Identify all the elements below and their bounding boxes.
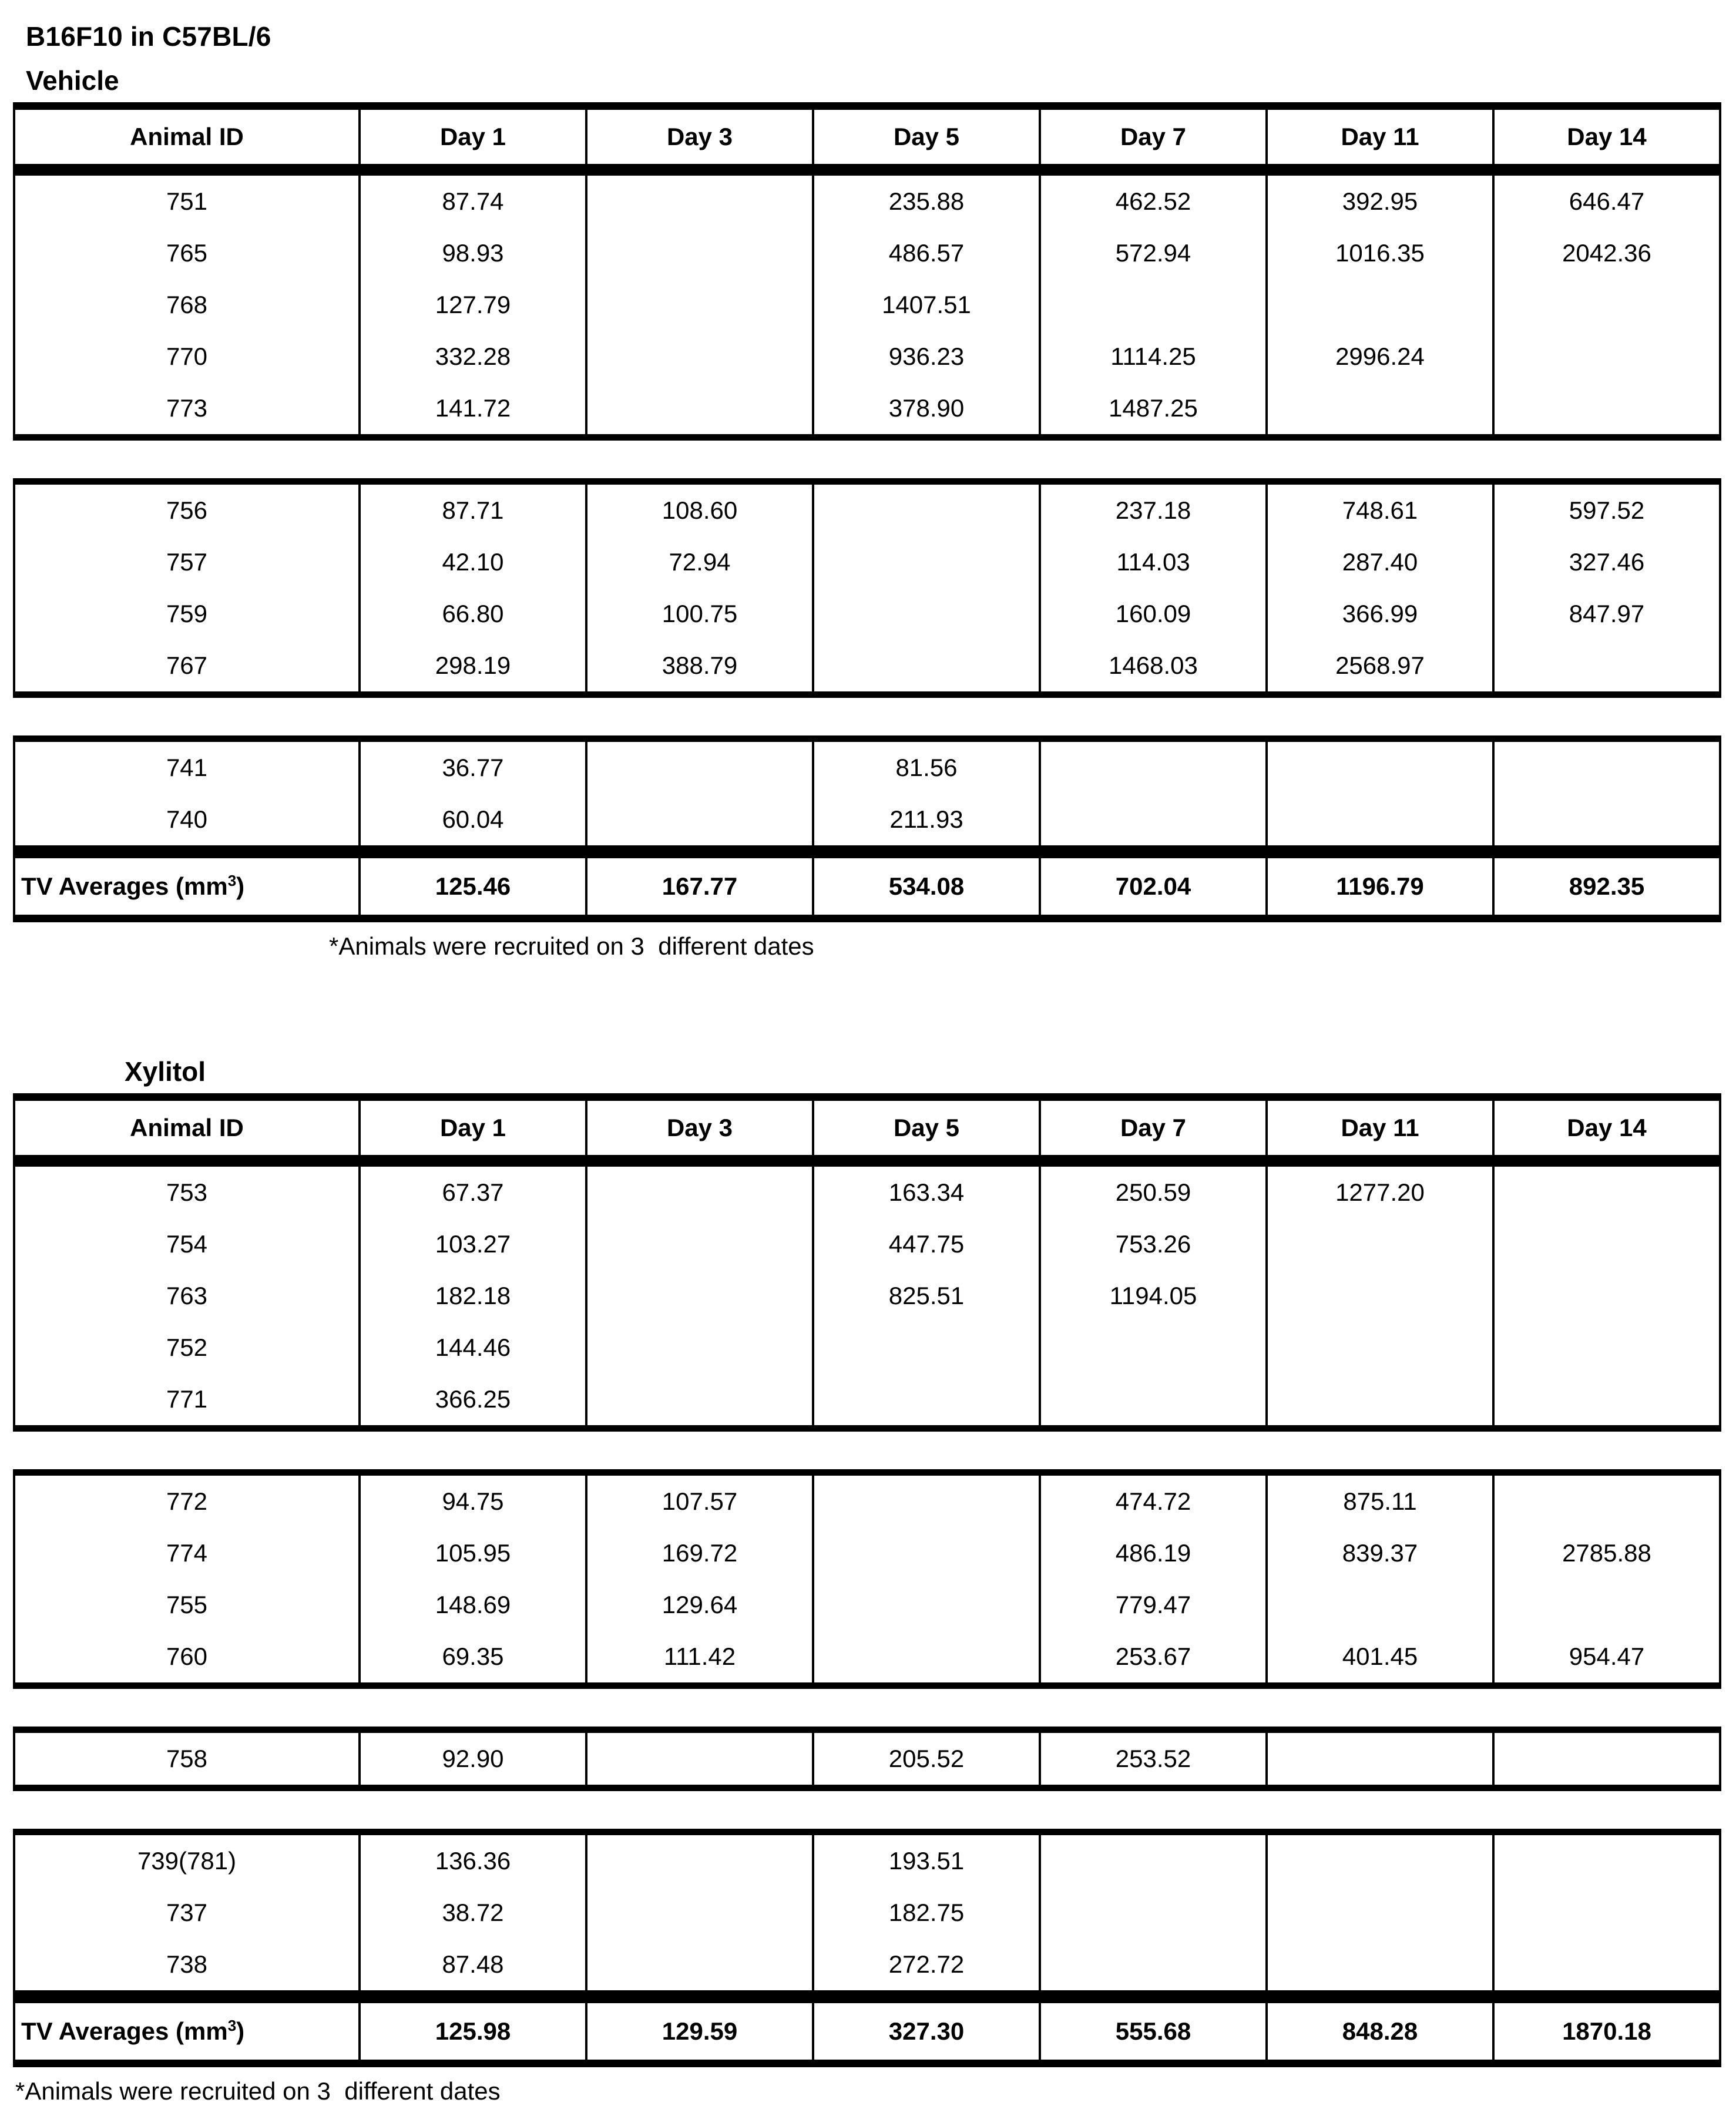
xylitol-block-3 xyxy=(13,1727,1721,1791)
cell-day-14 xyxy=(1493,1579,1720,1631)
cell-day-14: 2042.36 xyxy=(1493,227,1720,279)
xylitol-average-day-14: 1870.18 xyxy=(1493,2000,1720,2064)
cell-day-1: 42.10 xyxy=(360,536,586,588)
cell-day-5: 936.23 xyxy=(813,331,1040,382)
cell-day-1: 67.37 xyxy=(360,1164,586,1219)
cell-day-5 xyxy=(813,640,1040,695)
cell-day-11: 875.11 xyxy=(1267,1473,1493,1528)
cell-day-5: 81.56 xyxy=(813,738,1040,794)
cell-day-5: 193.51 xyxy=(813,1832,1040,1887)
table-row xyxy=(14,481,1720,536)
averages-label xyxy=(14,855,360,918)
cell-day-11: 2568.97 xyxy=(1267,640,1493,695)
cell-day-5: 272.72 xyxy=(813,1939,1040,1994)
table-row xyxy=(14,1527,1720,1579)
cell-day-11: 366.99 xyxy=(1267,588,1493,640)
cell-day-1: 127.79 xyxy=(360,279,586,331)
block-spacer xyxy=(0,1432,1736,1469)
cell-animal-id: 737 xyxy=(14,1887,360,1939)
cell-day-14 xyxy=(1493,1473,1720,1528)
cell-day-3 xyxy=(586,1373,813,1429)
cell-day-5: 486.57 xyxy=(813,227,1040,279)
cell-day-3: 100.75 xyxy=(586,588,813,640)
cell-day-1: 136.36 xyxy=(360,1832,586,1887)
cell-day-11 xyxy=(1267,794,1493,849)
cell-day-7: 779.47 xyxy=(1040,1579,1267,1631)
cell-animal-id: 760 xyxy=(14,1631,360,1686)
cell-day-14 xyxy=(1493,331,1720,382)
cell-day-11 xyxy=(1267,1832,1493,1887)
cell-day-5 xyxy=(813,1322,1040,1373)
cell-day-7 xyxy=(1040,1832,1267,1887)
table-row xyxy=(14,227,1720,279)
xylitol-block-1 xyxy=(13,1160,1721,1432)
cell-day-7: 1468.03 xyxy=(1040,640,1267,695)
cell-day-1: 92.90 xyxy=(360,1730,586,1788)
cell-day-14 xyxy=(1493,738,1720,794)
block-spacer xyxy=(0,1791,1736,1829)
vehicle-section xyxy=(0,52,1736,961)
cell-day-5: 211.93 xyxy=(813,794,1040,849)
cell-day-7: 160.09 xyxy=(1040,588,1267,640)
vehicle-averages-table xyxy=(13,852,1721,922)
column-header-day-7: Day 7 xyxy=(1040,1097,1267,1158)
table-header-row xyxy=(14,106,1720,166)
cell-day-14 xyxy=(1493,279,1720,331)
cell-day-1: 69.35 xyxy=(360,1631,586,1686)
cell-day-7: 237.18 xyxy=(1040,481,1267,536)
cell-animal-id: 767 xyxy=(14,640,360,695)
cell-day-3 xyxy=(586,1887,813,1939)
cell-day-3: 111.42 xyxy=(586,1631,813,1686)
cell-day-3 xyxy=(586,382,813,438)
table-row xyxy=(14,1373,1720,1429)
cell-animal-id: 741 xyxy=(14,738,360,794)
cell-animal-id: 756 xyxy=(14,481,360,536)
cell-day-14 xyxy=(1493,640,1720,695)
column-header-day-3: Day 3 xyxy=(586,106,813,166)
cell-day-11 xyxy=(1267,1322,1493,1373)
cell-day-7: 1194.05 xyxy=(1040,1270,1267,1322)
cell-animal-id: 739(781) xyxy=(14,1832,360,1887)
table-row xyxy=(14,382,1720,438)
column-header-day-14: Day 14 xyxy=(1493,106,1720,166)
cell-day-1: 38.72 xyxy=(360,1887,586,1939)
cell-day-7: 474.72 xyxy=(1040,1473,1267,1528)
cell-day-1: 148.69 xyxy=(360,1579,586,1631)
cell-day-11 xyxy=(1267,1218,1493,1270)
column-header-animal-id: Animal ID xyxy=(14,106,360,166)
cell-day-5 xyxy=(813,1473,1040,1528)
table-row xyxy=(14,172,1720,227)
vehicle-block-1 xyxy=(13,169,1721,441)
averages-label-close: ) xyxy=(236,2017,245,2045)
cell-day-5 xyxy=(813,1631,1040,1686)
vehicle-average-day-11: 1196.79 xyxy=(1267,855,1493,918)
cell-animal-id: 770 xyxy=(14,331,360,382)
cell-day-5: 235.88 xyxy=(813,172,1040,227)
cell-animal-id: 752 xyxy=(14,1322,360,1373)
cell-day-14: 327.46 xyxy=(1493,536,1720,588)
cell-animal-id: 773 xyxy=(14,382,360,438)
xylitol-group-label: Xylitol xyxy=(125,1056,206,1087)
table-row xyxy=(14,1631,1720,1686)
vehicle-average-day-7: 702.04 xyxy=(1040,855,1267,918)
cell-day-7: 253.67 xyxy=(1040,1631,1267,1686)
cell-animal-id: 757 xyxy=(14,536,360,588)
cell-animal-id: 768 xyxy=(14,279,360,331)
vehicle-block-2 xyxy=(13,478,1721,698)
cell-day-11 xyxy=(1267,738,1493,794)
column-header-animal-id: Animal ID xyxy=(14,1097,360,1158)
cell-day-1: 332.28 xyxy=(360,331,586,382)
cell-day-7 xyxy=(1040,794,1267,849)
column-header-day-1: Day 1 xyxy=(360,106,586,166)
cell-day-1: 103.27 xyxy=(360,1218,586,1270)
cell-day-11: 392.95 xyxy=(1267,172,1493,227)
cell-day-1: 366.25 xyxy=(360,1373,586,1429)
cell-animal-id: 753 xyxy=(14,1164,360,1219)
cell-day-3: 388.79 xyxy=(586,640,813,695)
cell-day-7: 250.59 xyxy=(1040,1164,1267,1219)
column-header-day-5: Day 5 xyxy=(813,1097,1040,1158)
cell-day-7 xyxy=(1040,1887,1267,1939)
cell-day-14: 597.52 xyxy=(1493,481,1720,536)
table-row xyxy=(14,1887,1720,1939)
xylitol-average-day-7: 555.68 xyxy=(1040,2000,1267,2064)
cell-day-5: 825.51 xyxy=(813,1270,1040,1322)
averages-label-close: ) xyxy=(236,872,245,900)
section-spacer xyxy=(0,961,1736,1043)
cell-day-14: 847.97 xyxy=(1493,588,1720,640)
table-row xyxy=(14,1473,1720,1528)
cell-day-5: 447.75 xyxy=(813,1218,1040,1270)
cell-animal-id: 763 xyxy=(14,1270,360,1322)
cell-day-14 xyxy=(1493,794,1720,849)
cell-day-3 xyxy=(586,1164,813,1219)
table-row xyxy=(14,1832,1720,1887)
xylitol-block-4 xyxy=(13,1829,1721,1997)
table-row xyxy=(14,738,1720,794)
cell-day-5: 163.34 xyxy=(813,1164,1040,1219)
block-spacer xyxy=(0,441,1736,478)
cell-day-7: 253.52 xyxy=(1040,1730,1267,1788)
averages-label xyxy=(14,2000,360,2064)
table-row xyxy=(14,588,1720,640)
cell-day-5 xyxy=(813,588,1040,640)
cell-day-11 xyxy=(1267,1270,1493,1322)
cell-day-11: 839.37 xyxy=(1267,1527,1493,1579)
table-row xyxy=(14,1164,1720,1219)
table-row xyxy=(14,640,1720,695)
vehicle-data-blocks xyxy=(0,169,1736,852)
cell-day-1: 36.77 xyxy=(360,738,586,794)
averages-label-superscript: 3 xyxy=(227,871,237,889)
vehicle-average-day-3: 167.77 xyxy=(586,855,813,918)
cell-day-1: 144.46 xyxy=(360,1322,586,1373)
xylitol-average-day-3: 129.59 xyxy=(586,2000,813,2064)
cell-day-7: 1487.25 xyxy=(1040,382,1267,438)
cell-animal-id: 774 xyxy=(14,1527,360,1579)
cell-day-14 xyxy=(1493,1270,1720,1322)
vehicle-average-day-5: 534.08 xyxy=(813,855,1040,918)
column-header-day-1: Day 1 xyxy=(360,1097,586,1158)
table-row xyxy=(14,1730,1720,1788)
cell-day-5 xyxy=(813,1527,1040,1579)
cell-day-1: 141.72 xyxy=(360,382,586,438)
cell-day-5: 182.75 xyxy=(813,1887,1040,1939)
vehicle-average-day-1: 125.46 xyxy=(360,855,586,918)
cell-day-14: 954.47 xyxy=(1493,1631,1720,1686)
cell-day-1: 87.48 xyxy=(360,1939,586,1994)
table-row xyxy=(14,794,1720,849)
cell-animal-id: 765 xyxy=(14,227,360,279)
xylitol-average-day-11: 848.28 xyxy=(1267,2000,1493,2064)
cell-day-7: 462.52 xyxy=(1040,172,1267,227)
cell-animal-id: 771 xyxy=(14,1373,360,1429)
cell-day-3 xyxy=(586,331,813,382)
cell-day-3 xyxy=(586,1939,813,1994)
table-row xyxy=(14,1218,1720,1270)
averages-label-superscript: 3 xyxy=(227,2017,237,2035)
cell-day-7: 753.26 xyxy=(1040,1218,1267,1270)
xylitol-data-blocks xyxy=(0,1160,1736,1997)
xylitol-header-table xyxy=(13,1093,1721,1160)
xylitol-footnote: *Animals were recruited on 3 different dates xyxy=(15,2077,501,2105)
cell-day-11 xyxy=(1267,1373,1493,1429)
table-row xyxy=(14,331,1720,382)
cell-day-11: 287.40 xyxy=(1267,536,1493,588)
cell-day-1: 87.71 xyxy=(360,481,586,536)
cell-day-7 xyxy=(1040,1373,1267,1429)
cell-day-5 xyxy=(813,1373,1040,1429)
cell-day-7 xyxy=(1040,1939,1267,1994)
cell-day-14 xyxy=(1493,1218,1720,1270)
cell-day-14 xyxy=(1493,1730,1720,1788)
cell-day-11 xyxy=(1267,1730,1493,1788)
cell-day-3 xyxy=(586,227,813,279)
cell-day-3 xyxy=(586,1270,813,1322)
cell-animal-id: 740 xyxy=(14,794,360,849)
cell-day-3 xyxy=(586,1730,813,1788)
cell-day-14 xyxy=(1493,1164,1720,1219)
cell-day-3 xyxy=(586,794,813,849)
cell-day-11: 2996.24 xyxy=(1267,331,1493,382)
table-header-row xyxy=(14,1097,1720,1158)
averages-label-text: TV Averages (mm xyxy=(21,2017,228,2045)
page-title: B16F10 in C57BL/6 xyxy=(26,21,271,52)
cell-day-1: 87.74 xyxy=(360,172,586,227)
cell-day-1: 98.93 xyxy=(360,227,586,279)
cell-day-11: 401.45 xyxy=(1267,1631,1493,1686)
cell-day-3 xyxy=(586,738,813,794)
table-row xyxy=(14,279,1720,331)
cell-animal-id: 758 xyxy=(14,1730,360,1788)
cell-day-3 xyxy=(586,1218,813,1270)
cell-day-3: 169.72 xyxy=(586,1527,813,1579)
cell-day-5: 378.90 xyxy=(813,382,1040,438)
xylitol-averages-table xyxy=(13,1997,1721,2067)
block-spacer xyxy=(0,698,1736,735)
cell-day-14 xyxy=(1493,382,1720,438)
cell-day-5: 1407.51 xyxy=(813,279,1040,331)
cell-day-5 xyxy=(813,536,1040,588)
cell-day-11 xyxy=(1267,1939,1493,1994)
cell-animal-id: 738 xyxy=(14,1939,360,1994)
cell-day-1: 182.18 xyxy=(360,1270,586,1322)
xylitol-average-day-1: 125.98 xyxy=(360,2000,586,2064)
cell-day-1: 94.75 xyxy=(360,1473,586,1528)
cell-day-1: 66.80 xyxy=(360,588,586,640)
xylitol-section xyxy=(0,1043,1736,2106)
cell-day-7: 486.19 xyxy=(1040,1527,1267,1579)
cell-day-5: 205.52 xyxy=(813,1730,1040,1788)
cell-day-11 xyxy=(1267,279,1493,331)
cell-day-3 xyxy=(586,1832,813,1887)
xylitol-average-day-5: 327.30 xyxy=(813,2000,1040,2064)
cell-day-11 xyxy=(1267,382,1493,438)
vehicle-block-3 xyxy=(13,735,1721,852)
cell-day-7: 1114.25 xyxy=(1040,331,1267,382)
cell-day-1: 298.19 xyxy=(360,640,586,695)
cell-day-7: 572.94 xyxy=(1040,227,1267,279)
cell-day-3: 129.64 xyxy=(586,1579,813,1631)
cell-animal-id: 759 xyxy=(14,588,360,640)
cell-day-14 xyxy=(1493,1373,1720,1429)
xylitol-block-2 xyxy=(13,1469,1721,1689)
cell-day-7: 114.03 xyxy=(1040,536,1267,588)
cell-day-7 xyxy=(1040,738,1267,794)
cell-animal-id: 772 xyxy=(14,1473,360,1528)
cell-day-11: 1016.35 xyxy=(1267,227,1493,279)
cell-day-1: 60.04 xyxy=(360,794,586,849)
column-header-day-14: Day 14 xyxy=(1493,1097,1720,1158)
table-row xyxy=(14,536,1720,588)
vehicle-header-table xyxy=(13,102,1721,169)
cell-day-14 xyxy=(1493,1887,1720,1939)
cell-day-14: 2785.88 xyxy=(1493,1527,1720,1579)
vehicle-average-day-14: 892.35 xyxy=(1493,855,1720,918)
column-header-day-7: Day 7 xyxy=(1040,106,1267,166)
cell-day-3 xyxy=(586,172,813,227)
cell-animal-id: 754 xyxy=(14,1218,360,1270)
cell-day-11 xyxy=(1267,1887,1493,1939)
cell-day-11 xyxy=(1267,1579,1493,1631)
cell-day-14 xyxy=(1493,1322,1720,1373)
cell-day-14: 646.47 xyxy=(1493,172,1720,227)
column-header-day-11: Day 11 xyxy=(1267,106,1493,166)
cell-day-14 xyxy=(1493,1832,1720,1887)
cell-day-3: 108.60 xyxy=(586,481,813,536)
xylitol-averages-row xyxy=(14,2000,1720,2064)
cell-day-3 xyxy=(586,1322,813,1373)
cell-day-11: 748.61 xyxy=(1267,481,1493,536)
cell-day-3: 107.57 xyxy=(586,1473,813,1528)
cell-day-14 xyxy=(1493,1939,1720,1994)
column-header-day-11: Day 11 xyxy=(1267,1097,1493,1158)
block-spacer xyxy=(0,1689,1736,1727)
vehicle-averages-row xyxy=(14,855,1720,918)
cell-day-11: 1277.20 xyxy=(1267,1164,1493,1219)
cell-animal-id: 751 xyxy=(14,172,360,227)
averages-label-text: TV Averages (mm xyxy=(21,872,228,900)
cell-day-5 xyxy=(813,1579,1040,1631)
cell-day-3: 72.94 xyxy=(586,536,813,588)
table-row xyxy=(14,1270,1720,1322)
cell-day-7 xyxy=(1040,1322,1267,1373)
table-row xyxy=(14,1939,1720,1994)
column-header-day-3: Day 3 xyxy=(586,1097,813,1158)
table-row xyxy=(14,1579,1720,1631)
table-row xyxy=(14,1322,1720,1373)
vehicle-group-label: Vehicle xyxy=(26,65,119,96)
cell-day-7 xyxy=(1040,279,1267,331)
cell-day-5 xyxy=(813,481,1040,536)
vehicle-footnote: *Animals were recruited on 3 different dates xyxy=(329,932,814,960)
cell-day-3 xyxy=(586,279,813,331)
column-header-day-5: Day 5 xyxy=(813,106,1040,166)
cell-animal-id: 755 xyxy=(14,1579,360,1631)
cell-day-1: 105.95 xyxy=(360,1527,586,1579)
